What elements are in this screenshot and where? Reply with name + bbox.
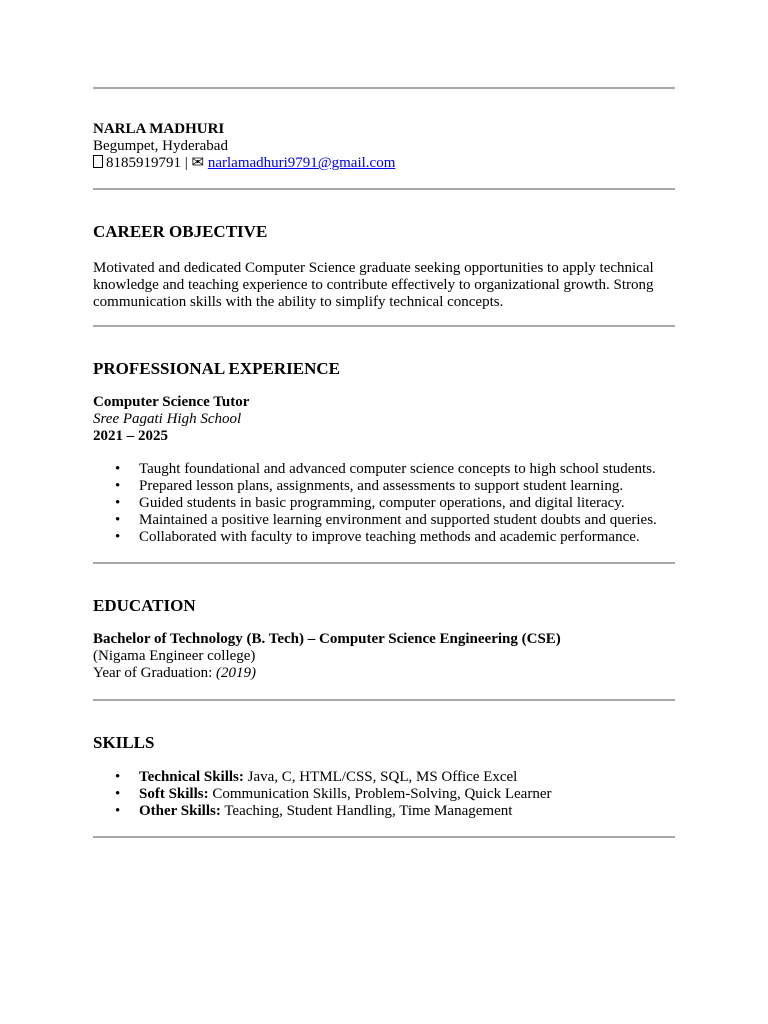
objective-line: knowledge and teaching experience to contribute effectively to organizational growth. Strong — [93, 277, 654, 293]
job-role: Computer Science Tutor — [93, 394, 250, 410]
list-item-text: Maintained a positive learning environment and supported student doubts and queries. — [139, 512, 657, 528]
skill-label: Other Skills: — [139, 803, 221, 819]
contact-separator: | — [184, 155, 188, 171]
college-name: (Nigama Engineer college) — [93, 648, 256, 664]
email-link[interactable]: narlamadhuri9791@gmail.com — [207, 155, 396, 171]
bullet-icon: • — [115, 769, 121, 785]
candidate-name: NARLA MADHURI — [93, 121, 225, 137]
graduation-line — [93, 665, 683, 682]
divider — [93, 699, 675, 701]
bullet-icon: • — [115, 461, 121, 477]
list-item — [93, 461, 683, 478]
list-item — [93, 529, 683, 546]
list-item-text: Guided students in basic programming, computer operations, and digital literacy. — [139, 495, 625, 511]
list-item — [93, 512, 683, 529]
skills-section — [93, 733, 683, 820]
objective-text — [93, 260, 683, 311]
bullet-icon: • — [115, 495, 121, 511]
job-institution: Sree Pagati High School — [93, 411, 242, 427]
skill-label: Technical Skills: — [139, 769, 244, 785]
section-heading: PROFESSIONAL EXPERIENCE — [93, 359, 341, 378]
list-item — [93, 495, 683, 512]
list-item-text: Collaborated with faculty to improve teaching methods and academic performance. — [139, 529, 640, 545]
divider — [93, 836, 675, 838]
list-item-text: Taught foundational and advanced computer science concepts to high school students. — [139, 461, 656, 477]
divider — [93, 562, 675, 564]
list-item — [93, 803, 683, 820]
graduation-label: Year of Graduation: — [93, 665, 213, 681]
section-heading: CAREER OBJECTIVE — [93, 222, 268, 241]
objective-line: Motivated and dedicated Computer Science graduate seeking opportunities to apply technical — [93, 260, 654, 276]
job-period: 2021 – 2025 — [93, 428, 168, 444]
bullet-icon: • — [115, 512, 121, 528]
experience-section — [93, 359, 683, 546]
education-details — [93, 631, 683, 682]
divider — [93, 325, 675, 327]
skill-value: Java, C, HTML/CSS, SQL, MS Office Excel — [247, 769, 518, 785]
job-details — [93, 394, 683, 445]
skills-bullet-list — [93, 769, 683, 820]
candidate-location: Begumpet, Hyderabad — [93, 138, 228, 154]
phone-number: 8185919791 — [106, 155, 181, 171]
list-item — [93, 769, 683, 786]
contact-line — [93, 155, 683, 172]
graduation-year: (2019) — [216, 665, 257, 681]
section-heading: EDUCATION — [93, 596, 196, 615]
list-item — [93, 478, 683, 495]
education-section — [93, 596, 683, 682]
bullet-icon: • — [115, 529, 121, 545]
phone-icon — [93, 155, 103, 168]
career-objective-section — [93, 222, 683, 311]
skill-label: Soft Skills: — [139, 786, 209, 802]
bullet-icon: • — [115, 478, 121, 494]
contact-header — [93, 121, 683, 172]
objective-line: communication skills with the ability to simplify technical concepts. — [93, 294, 504, 310]
experience-bullet-list — [93, 461, 683, 546]
bullet-icon: • — [115, 786, 121, 802]
divider — [93, 87, 675, 89]
list-item-text: Prepared lesson plans, assignments, and assessments to support student learning. — [139, 478, 624, 494]
mail-icon: ✉ — [191, 155, 205, 171]
list-item — [93, 786, 683, 803]
section-heading: SKILLS — [93, 733, 155, 752]
skill-value: Teaching, Student Handling, Time Management — [224, 803, 513, 819]
bullet-icon: • — [115, 803, 121, 819]
divider — [93, 188, 675, 190]
degree-title: Bachelor of Technology (B. Tech) – Computer Science Engineering (CSE) — [93, 631, 561, 647]
skill-value: Communication Skills, Problem-Solving, Quick Learner — [212, 786, 552, 802]
